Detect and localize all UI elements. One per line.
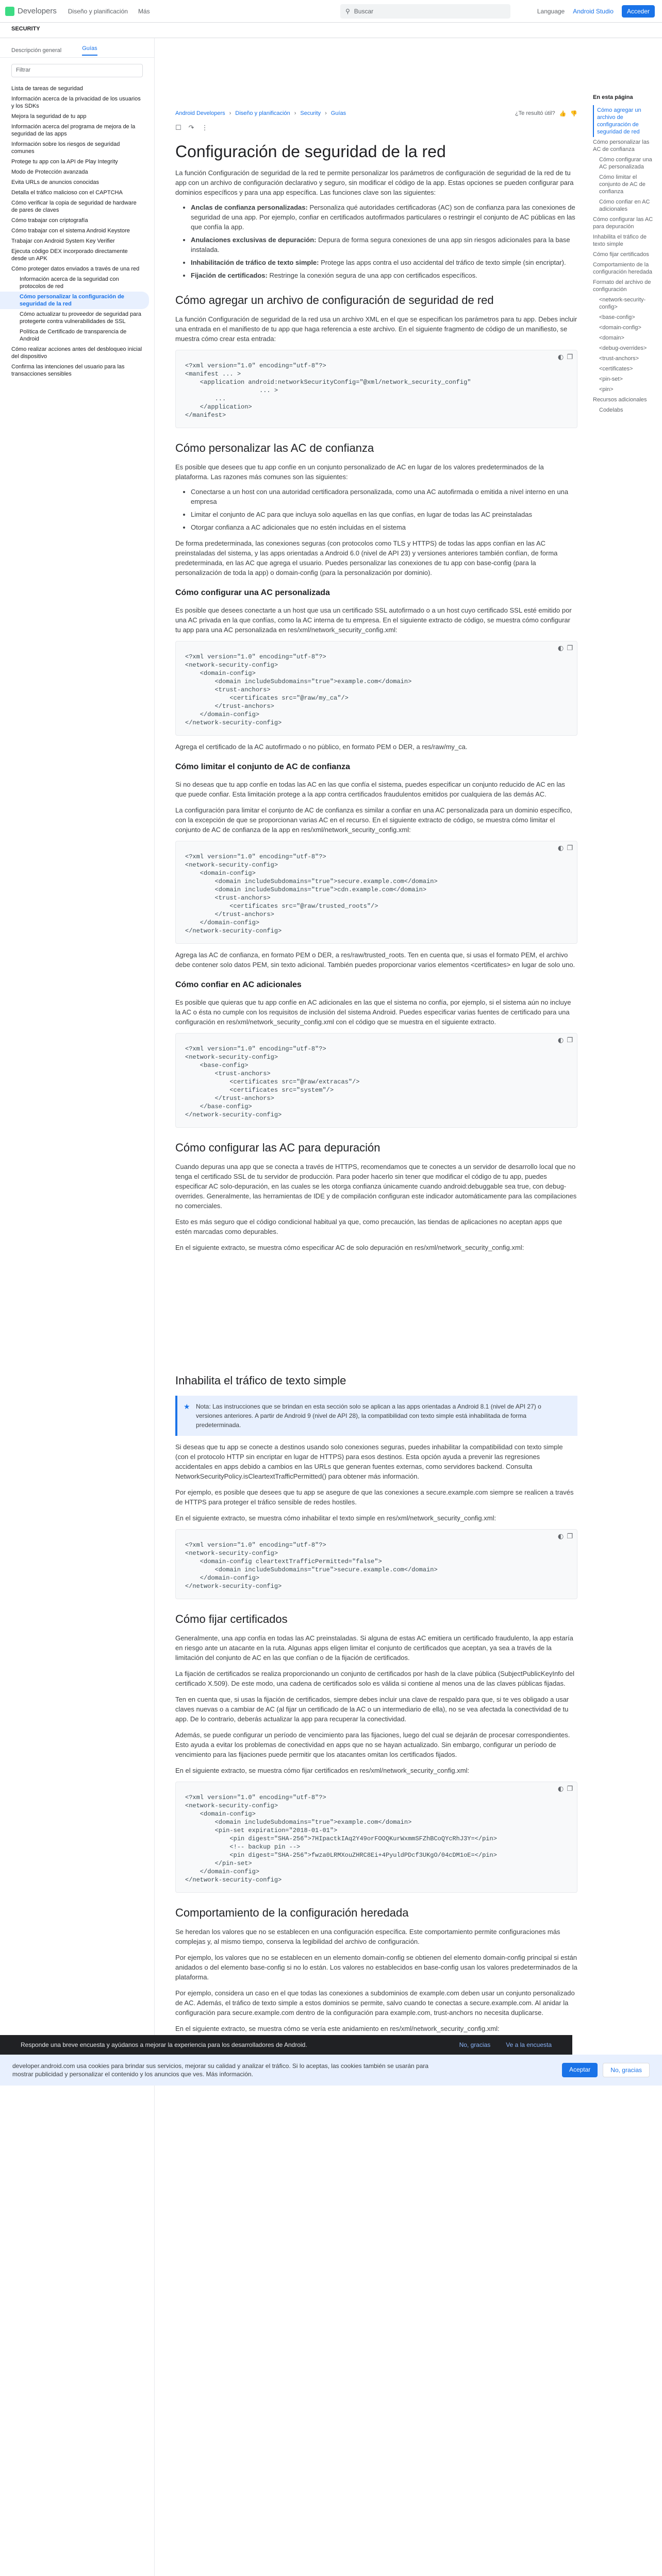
paragraph: Esto es más seguro que el código condicional habitual ya que, como precaución, las tiendas de aplicaciones no aceptan apps que estén marcadas como depurables. — [175, 1218, 562, 1235]
heading-custom-ca: Cómo configurar una AC personalizada — [175, 588, 330, 597]
cookie-accept-button[interactable]: Aceptar — [562, 2063, 598, 2077]
search-input[interactable]: ⚲ Buscar — [340, 4, 510, 19]
page-title: Configuración de seguridad de la red — [175, 142, 446, 161]
heading-pinning: Cómo fijar certificados — [175, 1613, 288, 1625]
paragraph: De forma predeterminada, las conexiones seguras (con protocolos como TLS y HTTPS) de todas las apps confían en las AC preinstaladas del sistema, y las apps orientadas a Android 6.0 (nivel de API 23) y versiones anteriores también confían, de forma predeterminada, en las AC que agrega el usuario. Puedes personalizar las conexiones de tu app con base-config (para la personalización de toda la app) o domain-config (para la personalización por dominio). — [175, 539, 558, 577]
brand-logo[interactable]: Developers — [5, 7, 57, 16]
note-box: ★ Nota: Las instrucciones que se brindan en esta sección solo se aplican a las apps orientadas a Android 8.1 (nivel de API 27) o versiones anteriores. A partir de Android 9 (nivel de API 28), la compatibilidad con texto simple está inhabilitada de forma predeterminada. — [175, 1396, 577, 1436]
crumb-1[interactable]: Android Developers — [175, 110, 225, 116]
sidebar-item[interactable]: Información acerca del programa de mejora de la seguridad de las apps — [11, 124, 136, 137]
sidebar-item[interactable]: Detalla el tráfico malicioso con el CAPTCHA — [11, 190, 123, 196]
android-logo-icon — [5, 7, 14, 16]
toc-item[interactable]: Cómo agregar un archivo de configuración de seguridad de red — [593, 105, 657, 137]
theme-icon[interactable]: ◐ — [558, 353, 564, 361]
feature-text: Protege las apps contra el uso accidental del tráfico de texto simple (sin encriptar). — [319, 259, 566, 266]
sidebar-item[interactable]: Cómo realizar acciones antes del desbloqueo inicial del dispositivo — [11, 346, 142, 360]
spacer — [175, 1252, 577, 1361]
paragraph: Es posible que desees que tu app confíe en un conjunto personalizado de AC en lugar de los valores predeterminados de la plataforma. Las razones más comunes son las siguientes: — [175, 463, 544, 481]
paragraph: En el siguiente extracto, se muestra cómo se vería este anidamiento en res/xml/network_security_config.xml: — [175, 2025, 500, 2032]
code-block — [175, 350, 577, 428]
search-icon: ⚲ — [345, 8, 350, 15]
paragraph: Además, se puede configurar un período de vencimiento para las fijaciones, luego del cual se dejarán de procesar correspondientes. Esto ayuda a evitar los problemas de conectividad en apps que no se hayan actualizado. Sin embargo, configurar un período de vencimiento para las fijaciones puede permitir que los atacantes omitan los certificados fijados. — [175, 1731, 570, 1758]
sidebar-item[interactable]: Información sobre los riesgos de seguridad comunes — [11, 141, 120, 155]
toc-item[interactable]: Recursos adicionales — [593, 397, 647, 403]
toc-item[interactable]: <pin> — [599, 386, 614, 393]
heading-debug-ca: Cómo configurar las AC para depuración — [175, 1141, 380, 1154]
code-block — [175, 841, 577, 944]
heading-add-file: Cómo agregar un archivo de configuración de seguridad de red — [175, 294, 494, 307]
toc-item[interactable]: <pin-set> — [599, 376, 623, 382]
top-nav — [68, 8, 150, 15]
paragraph: Generalmente, una app confía en todas las AC preinstaladas. Si alguna de estas AC emitiera un certificado fraudulento, la app estaría en riesgo ante un atacante en la ruta. Algunas apps eligen limitar el conjunto de certificados que aceptan, ya sea a través de la limitación del conjunto de AC en las que confían o de la fijación de certificados. — [175, 1634, 573, 1662]
toc-item[interactable]: <trust-anchors> — [599, 355, 639, 362]
feature-name: Anulaciones exclusivas de depuración: — [191, 236, 317, 244]
toc-item[interactable]: Formato del archivo de configuración — [593, 279, 651, 293]
paragraph: Cuando depuras una app que se conecta a través de HTTPS, recomendamos que te conectes a un servidor de desarrollo local que no tenga el certificado SSL de tu servidor de producción. Para poder hacerlo sin tener que modificar el código de tu app, puedes especificar AC solo-depuración, en las cuales se les otorga confianza únicamente cuando android:debuggable sea true, con debug-overrides. Generalmente, las herramientas de IDE y de compilación configuran este indicador automáticamente para las compilaciones no comerciales. — [175, 1163, 577, 1210]
sidebar-tabs — [0, 43, 154, 58]
thumb-up-icon[interactable]: 👍 — [559, 111, 567, 117]
feature-list — [175, 202, 577, 280]
paragraph: Es posible que quieras que tu app confíe en AC adicionales en las que el sistema no confía, por ejemplo, si el sistema aún no incluye la AC o ésta no cumple con los requisitos de inclusión del sistema Android. Puedes especificar varias fuentes de certificado para una configuración en res/xml/network_security_config.xml con el código que se muestra en el siguiente extracto. — [175, 998, 571, 1026]
toc-item[interactable]: Cómo personalizar las AC de confianza — [593, 139, 650, 152]
feature-text: Personaliza qué autoridades certificadoras (AC) son de confianza para las conexiones de seguridad de una app. Por ejemplo, confiar en certificados autofirmados particulares o restringir el conjunto de AC públicas en las que confía la app. — [191, 204, 575, 231]
theme-icon[interactable]: ◐ — [558, 1037, 564, 1044]
android-studio-link[interactable]: Android Studio — [573, 8, 614, 15]
toc-item[interactable]: Cómo fijar certificados — [593, 251, 649, 258]
bookmark-icon[interactable]: ☐ — [175, 124, 181, 131]
nav-more[interactable]: Más — [138, 7, 150, 15]
paragraph: Agrega las AC de confianza, en formato PEM o DER, a res/raw/trusted_roots. Ten en cuenta que, si usas el formato PEM, el archivo debe contener solo datos PEM, sin texto adicional. También puedes proporcionar varios elementos <certificates> en lugar de solo uno. — [175, 951, 575, 969]
list-item: • Otorgar confianza a AC adicionales que no estén incluidas en el sistema — [191, 522, 577, 532]
cookie-banner — [0, 2055, 662, 2086]
crumb-2[interactable]: Diseño y planificación — [235, 110, 290, 116]
feature-item — [191, 202, 577, 232]
toc-item[interactable]: <certificates> — [599, 366, 633, 372]
sidebar-item[interactable]: Lista de tareas de seguridad — [11, 86, 83, 92]
toc-item[interactable]: Inhabilita el tráfico de texto simple — [593, 234, 647, 247]
top-right — [537, 0, 655, 23]
code-block — [175, 641, 577, 736]
paragraph: Por ejemplo, los valores que no se establecen en un elemento domain-config se obtienen del elemento domain-config principal si están anidados o del elemento base-config si no lo están. Los valores no establecidos en base-config usan los valores predeterminados de la plataforma. — [175, 1954, 577, 1981]
sidebar — [0, 38, 155, 2576]
thumb-down-icon[interactable]: 👎 — [570, 111, 577, 117]
crumb-sep: › — [229, 110, 231, 116]
section-title: SECURITY — [0, 23, 662, 38]
code: <?xml version="1.0" encoding="utf-8"?> <manifest ... > <application android:networkSecurityConfig="@xml/network_security_config" ... > ... </application> </manifest> — [185, 362, 471, 419]
info-icon: ★ — [184, 1402, 190, 1411]
theme-icon[interactable]: ◐ — [558, 1785, 564, 1793]
toc-item[interactable]: Cómo configurar una AC personalizada — [599, 157, 652, 170]
paragraph: La fijación de certificados se realiza proporcionando un conjunto de certificados por hash de la clave pública (SubjectPublicKeyInfo del certificado X.509). De este modo, una cadena de certificados solo es válida si contiene al menos una de las claves públicas fijadas. — [175, 1670, 574, 1687]
tab-overview[interactable]: Descripción general — [11, 47, 62, 54]
toc-list — [593, 105, 657, 415]
sidebar-item[interactable]: Confirma las intenciones del usuario para las transacciones sensibles — [11, 364, 125, 377]
survey-go-button[interactable]: Ve a la encuesta — [506, 2041, 552, 2048]
sidebar-item[interactable]: Evita URLs de anuncios conocidas — [11, 179, 99, 185]
survey-dismiss-button[interactable]: No, gracias — [459, 2041, 491, 2048]
sidebar-item[interactable]: Información acerca de la privacidad de los usuarios y los SDKs — [11, 96, 141, 109]
top-bar — [0, 0, 662, 23]
nav-design[interactable]: Diseño y planificación — [68, 7, 128, 15]
toc-item[interactable]: Comportamiento de la configuración heredada — [593, 262, 652, 275]
reasons-list — [175, 487, 577, 532]
sidebar-item[interactable]: Cómo trabajar con el sistema Android Keystore — [11, 228, 130, 234]
feedback — [515, 110, 577, 117]
paragraph: En el siguiente extracto, se muestra cómo inhabilitar el texto simple en res/xml/network_security_config.xml: — [175, 1514, 496, 1522]
feature-name: Anclas de confianza personalizadas: — [191, 204, 308, 211]
theme-icon[interactable]: ◐ — [558, 1533, 564, 1540]
copy-icon[interactable]: ❐ — [567, 1785, 573, 1793]
main-content — [175, 38, 577, 2033]
code: <?xml version="1.0" encoding="utf-8"?> <network-security-config> <domain-config cleartextTrafficPermitted="false"> <domain includeSubdomains="true">secure.example.com</domain> </domain-config> </network-security-config> — [185, 1541, 438, 1590]
crumb-3[interactable]: Security — [300, 110, 321, 116]
toc-item[interactable]: <base-config> — [599, 314, 635, 320]
copy-icon[interactable]: ❐ — [567, 1533, 573, 1540]
toc-item[interactable]: <domain> — [599, 335, 624, 341]
toc-item[interactable]: Cómo limitar el conjunto de AC de confianza — [599, 174, 646, 195]
list-item: • Conectarse a un host con una autoridad certificadora personalizada, como una AC autofirmada o emitida a nivel interno en una empresa — [191, 487, 577, 506]
code: <?xml version="1.0" encoding="utf-8"?> <network-security-config> <base-config> <trust-anchors> <certificates src="@raw/extracas"/> <certificates src="system"/> </trust-anchors> </base-config> </network-security-config> — [185, 1045, 360, 1118]
paragraph: Por ejemplo, considera un caso en el que todas las conexiones a subdominios de example.com deben usar un conjunto personalizado de AC. Además, el tráfico de texto simple a estos dominios se permite, salvo cuando te conectas a secure.example.com. Al anidar la configuración para secure.example.com dentro de la configuración para example.com, trust-anchors no necesita duplicarse. — [175, 1989, 575, 2016]
toc-item[interactable]: Codelabs — [599, 407, 623, 413]
heading-additional-ca: Cómo confiar en AC adicionales — [175, 980, 302, 989]
toc-item[interactable]: Cómo configurar las AC para depuración — [593, 216, 653, 230]
sidebar-item[interactable]: Modo de Protección avanzada — [11, 169, 88, 175]
copy-icon[interactable]: ❐ — [567, 844, 573, 852]
share-icon[interactable]: ↷ — [188, 124, 194, 131]
feature-name: Inhabilitación de tráfico de texto simple: — [191, 259, 319, 266]
feature-item — [191, 235, 577, 255]
paragraph: Agrega el certificado de la AC autofirmado o no público, en formato PEM o DER, a res/raw/my_ca. — [175, 743, 468, 751]
feature-item — [191, 258, 577, 267]
copy-icon[interactable]: ❐ — [567, 1037, 573, 1044]
toc-item[interactable]: <debug-overrides> — [599, 345, 647, 351]
paragraph: Se heredan los valores que no se establecen en una configuración específica. Este comportamiento permite configuraciones más complejas y, al mismo tiempo, conserva la legibilidad del archivo de configuración. — [175, 1928, 560, 1945]
feedback-label: ¿Te resultó útil? — [515, 110, 555, 116]
filter-input[interactable]: Filtrar — [11, 64, 143, 77]
sidebar-item[interactable]: Ejecuta código DEX incorporado directamente desde un APK — [11, 248, 128, 262]
signin-button[interactable]: Acceder — [622, 5, 655, 18]
code-block — [175, 1782, 577, 1893]
heading-cleartext: Inhabilita el tráfico de texto simple — [175, 1374, 346, 1387]
heading-limit-ca: Cómo limitar el conjunto de AC de confianza — [175, 762, 350, 771]
paragraph: En el siguiente extracto, se muestra cómo especificar AC de solo depuración en res/xml/network_security_config.xml: — [175, 1244, 524, 1251]
cookie-reject-button[interactable]: No, gracias — [603, 2063, 650, 2077]
heading-inheritance: Comportamiento de la configuración heredada — [175, 1906, 409, 1919]
code-block — [175, 1529, 577, 1599]
paragraph: Es posible que desees conectarte a un host que usa un certificado SSL autofirmado o a un host cuyo certificado SSL esté emitido por una AC privada en la que confías, como la AC interna de tu empresa. En el siguiente extracto de código, se muestra cómo configurar tu app para una AC personalizada en res/xml/network_security_config.xml: — [175, 606, 572, 634]
code: <?xml version="1.0" encoding="utf-8"?> <network-security-config> <domain-config> <domain includeSubdomains="true">secure.example.com</domain> <domain includeSubdomains="true">cdn.example.com</domain> <trust-anchors> <certificates src="@raw/trusted_roots"/> </trust-anchors> </domain-config> </network-security-config> — [185, 853, 438, 935]
heading-customize: Cómo personalizar las AC de confianza — [175, 442, 374, 454]
sidebar-item[interactable]: Cómo proteger datos enviados a través de una red — [11, 266, 140, 272]
feature-text: Restringe la conexión segura de una app con certificados específicos. — [267, 272, 477, 279]
sidebar-item[interactable]: Cómo trabajar con criptografía — [11, 217, 88, 224]
cookie-text: developer.android.com usa cookies para brindar sus servicios, mejorar su calidad y analizar el tráfico. Si lo aceptas, las cookies también se usarán para mostrar publicidad y personalizar el contenido y los anuncios que ves. Más información. — [12, 2062, 429, 2078]
paragraph: La configuración para limitar el conjunto de AC de confianza es similar a confiar en una AC personalizada para un dominio específico, con la excepción de que se proporcionan varias AC en el recurso. En el siguiente extracto de código, se muestra cómo limitar el conjunto de AC de confianza de la app en res/xml/network_security_config.xml: — [175, 806, 572, 834]
tab-guides[interactable]: Guías — [82, 45, 97, 56]
copy-icon[interactable]: ❐ — [567, 353, 573, 361]
paragraph: Si no deseas que tu app confíe en todas las AC en las que confía el sistema, puedes especificar un conjunto reducido de AC en las que puede confiar. Esta limitación protege a la app contra certificados fraudulentos emitidos por cualquiera de las demás AC. — [175, 781, 565, 798]
sidebar-item[interactable]: Protege tu app con la API de Play Integrity — [11, 159, 118, 165]
language-selector[interactable]: Language — [537, 8, 565, 15]
copy-icon[interactable]: ❐ — [567, 645, 573, 652]
theme-icon[interactable]: ◐ — [558, 844, 564, 852]
paragraph: La función Configuración de seguridad de la red usa un archivo XML en el que se especifican los parámetros para tu app. Debes incluir una entrada en el manifiesto de tu app que haga referencia a este archivo. En el siguiente fragmento de código de un manifiesto, se muestra cómo crear esta entrada: — [175, 315, 577, 343]
paragraph: Ten en cuenta que, si usas la fijación de certificados, siempre debes incluir una clave de respaldo para que, si te ves obligado a usar claves nuevas o a cambiar de AC (al fijar un certificado de la AC o un intermediario de ella), no se vea afectada la conectividad de tu app. De lo contrario, deberás actualizar la app para recuperar la conectividad. — [175, 1696, 569, 1723]
toc-item[interactable]: Cómo confiar en AC adicionales — [599, 199, 650, 212]
page-tools — [175, 124, 577, 132]
paragraph: Por ejemplo, es posible que desees que tu app se asegure de que las conexiones a secure.example.com siempre se realicen a través de HTTPS para proteger el tráfico sensible de redes hostiles. — [175, 1488, 574, 1506]
code: <?xml version="1.0" encoding="utf-8"?> <network-security-config> <domain-config> <domain includeSubdomains="true">example.com</domain> <pin-set expiration="2018-01-01"> <pin digest="SHA-256">7HIpactkIAq2Y49orFOOQKurWxmmSFZhBCoQYcRhJ3Y=</pin> <!-- backup pin --> <pin digest="SHA-256">fwza0LRMXouZHRC8Ei+4PyuldPDcf3UKgO/04cDM1oE=</pin> </pin-set> </domain-config> </network-security-config> — [185, 1794, 497, 1884]
code-block — [175, 1033, 577, 1128]
crumb-4[interactable]: Guías — [330, 110, 346, 116]
sidebar-item[interactable]: Cómo verificar la copia de seguridad de hardware de pares de claves — [11, 200, 137, 213]
intro: La función Configuración de seguridad de la red te permite personalizar los parámetros de configuración de seguridad de la red de tu app con un archivo de configuración declarativo y seguro, sin modificar el código de la app. Estas opciones se pueden configurar para dominios específicos y para una app específica. Las funciones clave son las siguientes: — [175, 169, 574, 196]
crumb-sep: › — [294, 110, 296, 116]
feature-text: Depura de forma segura conexiones de una app sin riesgos adicionales para la base instalada. — [191, 236, 570, 253]
sidebar-item[interactable]: Cómo personalizar la configuración de seguridad de la red — [0, 292, 149, 309]
toc-heading: En esta página — [593, 94, 633, 100]
paragraph: Si deseas que tu app se conecte a destinos usando solo conexiones seguras, puedes inhabilitar la compatibilidad con texto simple (con el protocolo HTTP sin encriptar en lugar de HTTPS) para esos destinos. Esta opción ayuda a prevenir las regresiones accidentales en apps debido a cambios en las URLs que generan fuentes externas, como servidores backend. Consulta NetworkSecurityPolicy.isCleartextTrafficPermitted() para obtener más información. — [175, 1443, 563, 1480]
code: <?xml version="1.0" encoding="utf-8"?> <network-security-config> <domain-config> <domain includeSubdomains="true">example.com</domain> <trust-anchors> <certificates src="@raw/my_ca"/> </trust-anchors> </domain-config> </network-security-config> — [185, 653, 412, 726]
table-of-contents — [593, 94, 657, 415]
sidebar-item[interactable]: Trabajar con Android System Key Verifier — [11, 238, 115, 244]
sidebar-item[interactable]: Mejora la seguridad de tu app — [11, 113, 87, 120]
feature-name: Fijación de certificados: — [191, 272, 268, 279]
more-icon[interactable]: ⋮ — [201, 124, 208, 131]
feature-item — [191, 270, 577, 280]
crumb-sep: › — [325, 110, 327, 116]
toc-item[interactable]: <domain-config> — [599, 325, 641, 331]
toc-item[interactable]: <network-security-config> — [599, 297, 646, 310]
sidebar-nav — [0, 83, 154, 379]
sidebar-item[interactable]: Cómo actualizar tu proveedor de seguridad para protegerte contra vulnerabilidades de SSL — [20, 311, 142, 325]
sidebar-item[interactable]: Información acerca de la seguridad con protocolos de red — [20, 276, 119, 290]
sidebar-item[interactable]: Política de Certificado de transparencia de Android — [20, 329, 127, 342]
list-item: • Limitar el conjunto de AC para que incluya solo aquellas en las que confías, en lugar de todas las AC preinstaladas — [191, 510, 577, 519]
paragraph: En el siguiente extracto, se muestra cómo fijar certificados en res/xml/network_security_config.xml: — [175, 1767, 470, 1774]
survey-banner — [0, 2035, 572, 2055]
survey-text: Responde una breve encuesta y ayúdanos a mejorar la experiencia para los desarrolladores de Android. — [21, 2041, 307, 2048]
theme-icon[interactable]: ◐ — [558, 645, 564, 652]
